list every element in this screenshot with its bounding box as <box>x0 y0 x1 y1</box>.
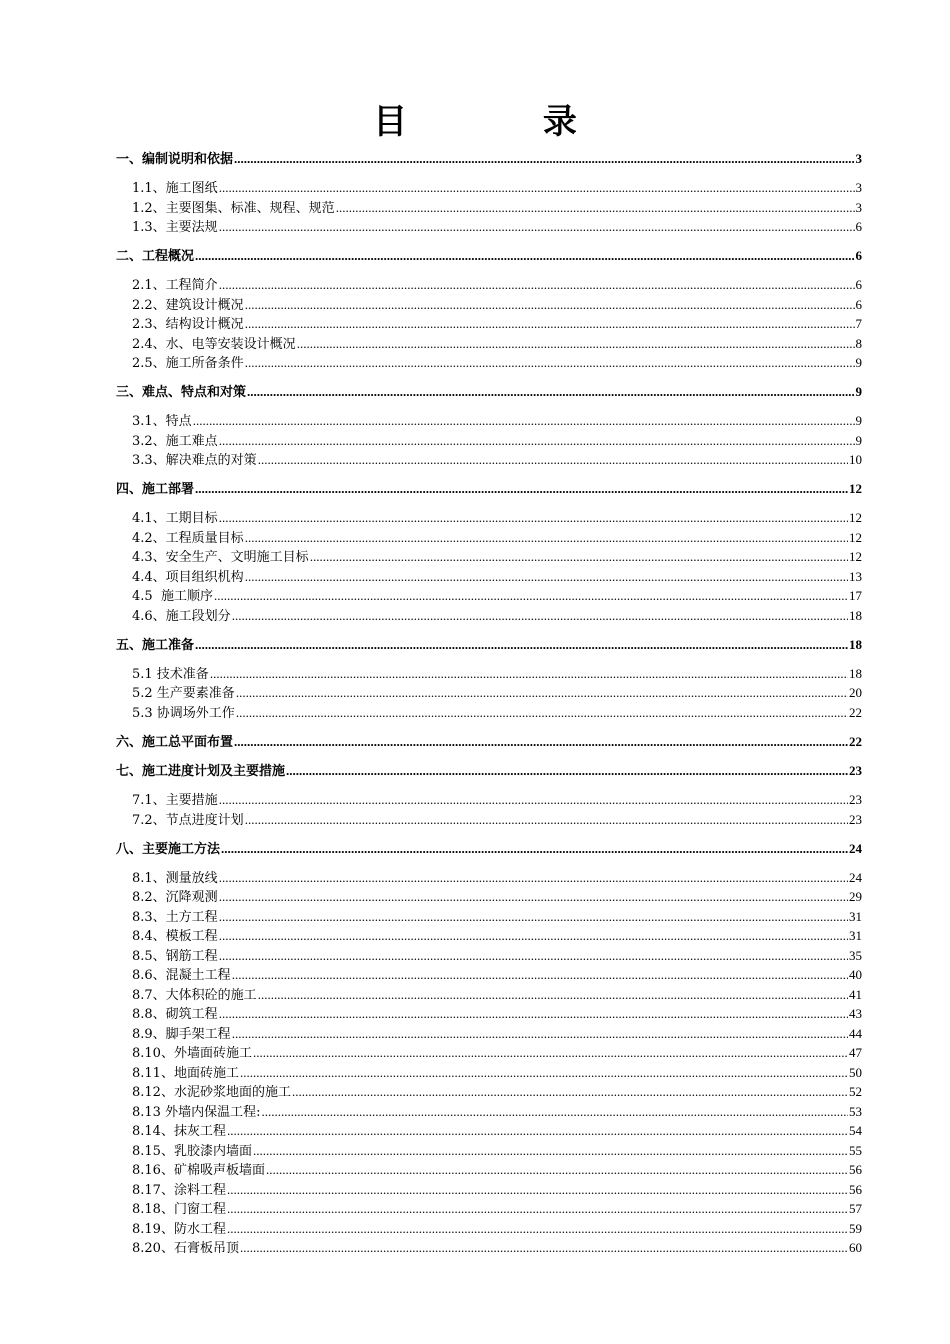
toc-dot-leader <box>258 450 848 470</box>
toc-dot-leader <box>310 547 848 567</box>
toc-page-number: 8 <box>855 335 862 351</box>
toc-chapter-entry[interactable] <box>116 246 862 266</box>
toc-dot-leader <box>219 790 848 810</box>
toc-section-entry[interactable] <box>116 334 862 354</box>
toc-dot-leader <box>195 479 848 499</box>
toc-page-number: 22 <box>849 733 862 749</box>
toc-entry-label: 8.4、模板工程 <box>132 929 218 944</box>
toc-page-number: 54 <box>849 1123 862 1138</box>
toc-dot-leader <box>193 411 855 431</box>
toc-dot-leader <box>258 985 848 1005</box>
toc-dot-leader <box>219 508 848 528</box>
toc-dot-leader <box>219 275 855 295</box>
toc-entry-label: 4.4、项目组织机构 <box>132 569 244 585</box>
toc-entry-label: 3.3、解决难点的对策 <box>132 453 257 468</box>
toc-page-number: 7 <box>855 316 862 331</box>
toc-chapter-entry[interactable] <box>116 382 862 402</box>
toc-section-entry[interactable] <box>116 965 862 985</box>
toc-page-number: 31 <box>849 928 862 943</box>
toc-entry-label: 2.4、水、电等安装设计概况 <box>132 336 296 352</box>
toc-entry-label: 二、工程概况 <box>116 249 195 264</box>
toc-page-number: 10 <box>849 452 862 467</box>
toc-section-entry[interactable] <box>116 586 862 606</box>
toc-dot-leader <box>253 1141 848 1161</box>
toc-page-number: 9 <box>855 384 862 399</box>
toc-entry-label: 4.3、安全生产、文明施工目标 <box>132 550 309 565</box>
toc-dot-leader <box>219 926 848 946</box>
toc-page-number: 6 <box>855 296 862 312</box>
toc-entry-label: 8.1、测量放线 <box>132 870 218 886</box>
toc-page-number: 59 <box>849 1220 862 1236</box>
toc-entry-label: 8.5、钢筋工程 <box>132 948 218 964</box>
toc-dot-leader <box>219 887 848 907</box>
toc-dot-leader <box>240 1063 848 1083</box>
toc-page-number: 23 <box>849 763 862 778</box>
toc-page-number: 3 <box>855 199 862 215</box>
toc-page-number: 12 <box>849 549 862 564</box>
toc-dot-leader <box>245 295 855 315</box>
toc-entry-label: 1.1、施工图纸 <box>132 181 218 196</box>
toc-section-entry[interactable] <box>116 1141 862 1161</box>
toc-section-entry[interactable] <box>116 683 862 703</box>
toc-dot-leader <box>219 1004 848 1024</box>
toc-dot-leader <box>219 178 855 198</box>
toc-section-entry[interactable] <box>116 868 862 888</box>
toc-entry-label: 1.3、主要法规 <box>132 220 218 235</box>
toc-dot-leader <box>253 1043 848 1063</box>
toc-entry-label: 7.1、主要措施 <box>132 793 218 808</box>
toc-dot-leader <box>297 334 855 354</box>
toc-section-entry[interactable] <box>116 198 862 218</box>
toc-section-entry[interactable] <box>116 946 862 966</box>
toc-entry-label: 5.2 生产要素准备 <box>132 686 235 701</box>
toc-entry-label: 8.11、地面砖施工 <box>132 1065 239 1081</box>
toc-page-number: 56 <box>849 1181 862 1197</box>
toc-section-entry[interactable] <box>116 1199 862 1219</box>
toc-entry-label: 8.6、混凝土工程 <box>132 968 231 983</box>
toc-entry-label: 5.3 协调场外工作 <box>132 705 235 721</box>
toc-page-number: 6 <box>855 277 862 292</box>
toc-entry-label: 8.19、防水工程 <box>132 1221 226 1237</box>
toc-dot-leader <box>336 198 855 218</box>
toc-dot-leader <box>232 965 848 985</box>
toc-section-entry[interactable] <box>116 508 862 528</box>
toc-section-entry[interactable] <box>116 275 862 295</box>
toc-section-entry[interactable] <box>116 1043 862 1063</box>
toc-dot-leader <box>232 1024 848 1044</box>
toc-section-entry[interactable] <box>116 353 862 373</box>
toc-chapter-entry[interactable] <box>116 149 862 169</box>
toc-page-number: 17 <box>849 588 862 603</box>
toc-dot-leader <box>221 839 848 859</box>
toc-dot-leader <box>219 217 855 237</box>
toc-entry-label: 4.1、工期目标 <box>132 511 218 526</box>
toc-page-number: 18 <box>849 665 862 681</box>
toc-entry-label: 4.5 施工顺序 <box>132 589 213 604</box>
toc-dot-leader <box>234 732 848 752</box>
toc-dot-leader <box>195 246 854 266</box>
toc-section-entry[interactable] <box>116 178 862 198</box>
toc-entry-label: 8.7、大体积砼的施工 <box>132 987 257 1003</box>
toc-dot-leader <box>227 1199 848 1219</box>
toc-dot-leader <box>214 586 848 606</box>
toc-entry-label: 8.18、门窗工程 <box>132 1202 226 1217</box>
toc-page-number: 23 <box>849 792 862 807</box>
toc-dot-leader <box>219 431 855 451</box>
toc-section-entry[interactable] <box>116 547 862 567</box>
toc-page-number: 6 <box>855 219 862 234</box>
toc-dot-leader <box>245 810 848 830</box>
toc-entry-label: 2.1、工程简介 <box>132 278 218 293</box>
toc-dot-leader <box>245 314 855 334</box>
toc-section-entry[interactable] <box>116 1238 862 1258</box>
toc-page-number: 3 <box>855 151 862 166</box>
toc-section-entry[interactable] <box>116 887 862 907</box>
toc-dot-leader <box>245 528 848 548</box>
toc-dot-leader <box>292 1082 848 1102</box>
toc-dot-leader <box>245 567 848 587</box>
toc-section-entry[interactable] <box>116 1004 862 1024</box>
toc-entry-label: 2.2、建筑设计概况 <box>132 297 244 313</box>
toc-chapter-entry[interactable] <box>116 635 862 655</box>
toc-page-number: 24 <box>849 840 862 856</box>
toc-page-number: 20 <box>849 685 862 700</box>
toc-page-number: 22 <box>849 704 862 720</box>
toc-page-number: 52 <box>849 1084 862 1099</box>
toc-dot-leader <box>236 703 848 723</box>
toc-dot-leader <box>219 946 848 966</box>
toc-section-entry[interactable] <box>116 606 862 626</box>
toc-section-entry[interactable] <box>116 528 862 548</box>
toc-section-entry[interactable] <box>116 411 862 431</box>
toc-section-entry[interactable] <box>116 1082 862 1102</box>
toc-section-entry[interactable] <box>116 1121 862 1141</box>
toc-page-number: 3 <box>855 180 862 195</box>
toc-section-entry[interactable] <box>116 926 862 946</box>
toc-page-number: 60 <box>849 1240 862 1255</box>
toc-chapter-entry[interactable] <box>116 761 862 781</box>
toc-page-number: 24 <box>849 869 862 885</box>
toc-section-entry[interactable] <box>116 790 862 810</box>
toc-page-number: 43 <box>849 1006 862 1021</box>
toc-section-entry[interactable] <box>116 664 862 684</box>
toc-section-entry[interactable] <box>116 985 862 1005</box>
toc-page-number: 23 <box>849 811 862 827</box>
toc-page-number: 56 <box>849 1162 862 1177</box>
toc-page-number: 29 <box>849 889 862 904</box>
toc-entry-label: 8.15、乳胶漆内墙面 <box>132 1143 252 1159</box>
toc-entry-label: 8.12、水泥砂浆地面的施工 <box>132 1085 291 1100</box>
toc-dot-leader <box>219 868 848 888</box>
toc-entry-label: 五、施工准备 <box>116 637 195 653</box>
toc-page-number: 50 <box>849 1064 862 1080</box>
toc-entry-label: 3.2、施工难点 <box>132 433 218 449</box>
toc-dot-leader <box>219 907 848 927</box>
toc-section-entry[interactable] <box>116 810 862 830</box>
toc-page-number: 9 <box>855 432 862 448</box>
toc-dot-leader <box>227 1219 848 1239</box>
toc-chapter-entry[interactable] <box>116 839 862 859</box>
toc-section-entry[interactable] <box>116 567 862 587</box>
toc-page-number: 35 <box>849 947 862 963</box>
toc-entry-label: 2.5、施工所备条件 <box>132 356 244 371</box>
toc-dot-leader <box>195 635 848 655</box>
toc-page-number: 18 <box>849 607 862 623</box>
toc-chapter-entry[interactable] <box>116 732 862 752</box>
toc-page-number: 47 <box>849 1045 862 1060</box>
toc-page-number: 57 <box>849 1201 862 1216</box>
toc-entry-label: 5.1 技术准备 <box>132 666 209 682</box>
toc-entry-label: 4.6、施工段划分 <box>132 608 231 624</box>
toc-page-number: 18 <box>849 636 862 652</box>
toc-section-entry[interactable] <box>116 314 862 334</box>
toc-entry-label: 8.13 外墙内保温工程: <box>132 1104 261 1120</box>
toc-entry-label: 四、施工部署 <box>116 482 195 497</box>
toc-section-entry[interactable] <box>116 1024 862 1044</box>
toc-page-number: 6 <box>855 248 862 263</box>
toc-page-number: 12 <box>849 510 862 525</box>
toc-section-entry[interactable] <box>116 703 862 723</box>
toc-dot-leader <box>227 1180 848 1200</box>
toc-page-number: 55 <box>849 1142 862 1158</box>
toc-entry-label: 8.9、脚手架工程 <box>132 1026 231 1042</box>
toc-entry-label: 七、施工进度计划及主要措施 <box>116 764 286 779</box>
toc-dot-leader <box>266 1160 848 1180</box>
table-of-contents <box>116 149 862 1258</box>
toc-entry-label: 六、施工总平面布置 <box>116 734 234 750</box>
toc-entry-label: 8.20、石膏板吊顶 <box>132 1241 239 1256</box>
toc-section-entry[interactable] <box>116 1219 862 1239</box>
toc-entry-label: 八、主要施工方法 <box>116 841 221 857</box>
toc-entry-label: 7.2、节点进度计划 <box>132 812 244 828</box>
toc-section-entry[interactable] <box>116 907 862 927</box>
toc-page-number: 41 <box>849 986 862 1002</box>
toc-page-number: 12 <box>849 481 862 496</box>
toc-entry-label: 1.2、主要图集、标准、规程、规范 <box>132 200 335 216</box>
toc-section-entry[interactable] <box>116 1160 862 1180</box>
toc-dot-leader <box>232 606 848 626</box>
toc-entry-label: 8.16、矿棉吸声板墙面 <box>132 1163 265 1178</box>
toc-entry-label: 8.2、沉降观测 <box>132 890 218 905</box>
toc-entry-label: 8.3、土方工程 <box>132 909 218 925</box>
toc-page-number: 12 <box>849 529 862 545</box>
page-title: 目 录 <box>373 102 639 142</box>
toc-entry-label: 4.2、工程质量目标 <box>132 530 244 546</box>
toc-section-entry[interactable] <box>116 217 862 237</box>
toc-page-number: 9 <box>855 413 862 428</box>
toc-page-number: 9 <box>855 355 862 370</box>
toc-dot-leader <box>227 1121 848 1141</box>
toc-page-number: 40 <box>849 967 862 982</box>
toc-entry-label: 一、编制说明和依据 <box>116 152 234 167</box>
toc-entry-label: 三、难点、特点和对策 <box>116 385 247 400</box>
toc-page-number: 53 <box>849 1103 862 1119</box>
toc-section-entry[interactable] <box>116 450 862 470</box>
toc-section-entry[interactable] <box>116 431 862 451</box>
toc-dot-leader <box>245 353 855 373</box>
toc-entry-label: 2.3、结构设计概况 <box>132 317 244 332</box>
toc-dot-leader <box>240 1238 848 1258</box>
toc-page-number: 31 <box>849 908 862 924</box>
toc-section-entry[interactable] <box>116 1102 862 1122</box>
toc-page-number: 13 <box>849 568 862 584</box>
toc-entry-label: 3.1、特点 <box>132 414 192 429</box>
toc-dot-leader <box>261 1102 848 1122</box>
toc-entry-label: 8.17、涂料工程 <box>132 1182 226 1198</box>
toc-entry-label: 8.10、外墙面砖施工 <box>132 1046 252 1061</box>
toc-dot-leader <box>210 664 848 684</box>
toc-dot-leader <box>234 149 854 169</box>
toc-dot-leader <box>247 382 854 402</box>
toc-section-entry[interactable] <box>116 1063 862 1083</box>
toc-entry-label: 8.14、抹灰工程 <box>132 1124 226 1139</box>
toc-entry-label: 8.8、砌筑工程 <box>132 1007 218 1022</box>
toc-chapter-entry[interactable] <box>116 479 862 499</box>
toc-dot-leader <box>236 683 848 703</box>
toc-page-number: 44 <box>849 1025 862 1041</box>
toc-section-entry[interactable] <box>116 295 862 315</box>
toc-section-entry[interactable] <box>116 1180 862 1200</box>
toc-dot-leader <box>286 761 848 781</box>
